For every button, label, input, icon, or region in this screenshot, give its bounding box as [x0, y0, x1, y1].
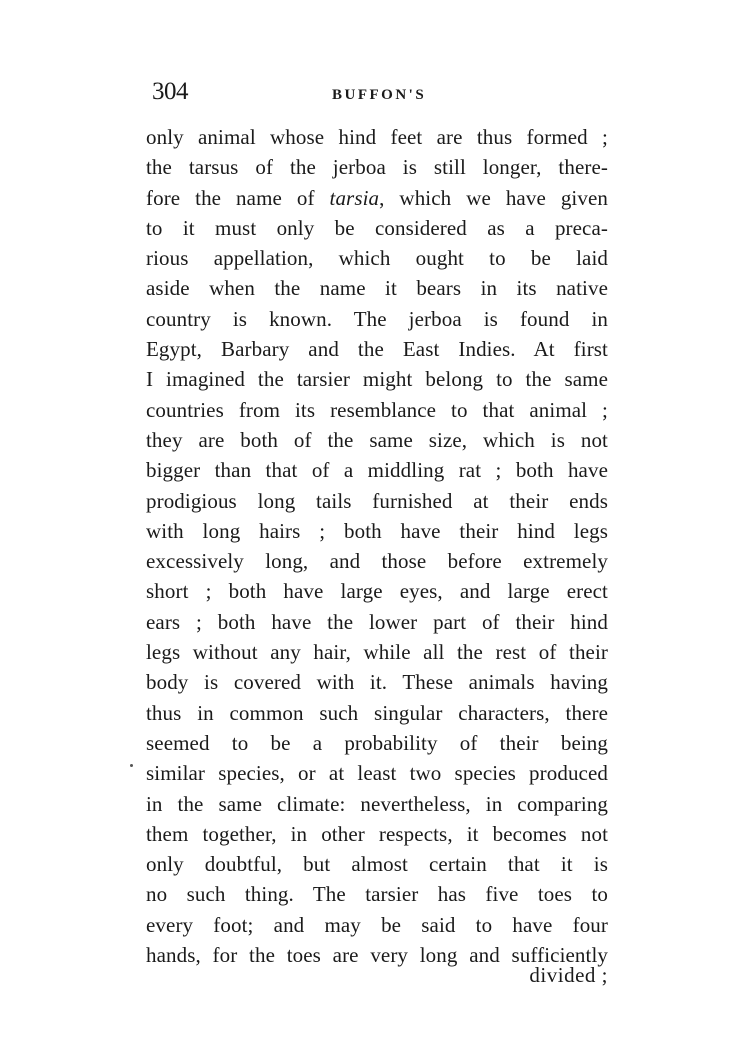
text-line: short ; both have large eyes, and large erect: [146, 579, 608, 604]
text-line: no such thing. The tarsier has five toes to: [146, 882, 608, 907]
catchword-row: [146, 960, 608, 990]
text-line: every foot; and may be said to have four: [146, 912, 608, 937]
text-line: they are both of the same size, which is not: [146, 427, 608, 452]
text-line: bigger than that of a middling rat ; both have: [146, 458, 608, 483]
text-line: only animal whose hind feet are thus formed ;: [146, 125, 608, 149]
running-head: BUFFON'S: [332, 87, 427, 103]
text-line: the tarsus of the jerboa is still longer, there-: [146, 155, 608, 180]
text-line: hands, for the toes are very long and sufficiently: [146, 943, 608, 968]
text-line: to it must only be considered as a preca-: [146, 215, 608, 240]
text-line: seemed to be a probability of their being: [146, 730, 608, 755]
italic-term: tarsia: [329, 185, 380, 210]
text-line: ears ; both have the lower part of their hind: [146, 609, 608, 634]
margin-speck: [130, 764, 133, 767]
text-line: rious appellation, which ought to be laid: [146, 246, 608, 271]
text-line: excessively long, and those before extremely: [146, 549, 608, 574]
text-line: with long hairs ; both have their hind legs: [146, 518, 608, 543]
text-line: prodigious long tails furnished at their ends: [146, 488, 608, 513]
text-line: Egypt, Barbary and the East Indies. At first: [146, 337, 608, 362]
text-line: country is known. The jerboa is found in: [146, 306, 608, 331]
text-line: them together, in other respects, it becomes not: [146, 821, 608, 846]
text-line: countries from its resemblance to that animal ;: [146, 397, 608, 422]
text-line: body is covered with it. These animals having: [146, 670, 608, 695]
text-line: legs without any hair, while all the rest of their: [146, 640, 608, 665]
page-number: 304: [152, 78, 188, 105]
text-line: similar species, or at least two species produced: [146, 761, 608, 786]
catchword: divided ;: [529, 963, 608, 987]
text-line: I imagined the tarsier might belong to the same: [146, 367, 608, 392]
text-line: aside when the name it bears in its native: [146, 276, 608, 301]
text-line: in the same climate: nevertheless, in comparing: [146, 791, 608, 816]
text-line: thus in common such singular characters, there: [146, 700, 608, 725]
text-line: fore the name of tarsia, which we have given: [146, 185, 608, 210]
text-line: only doubtful, but almost certain that it is: [146, 852, 608, 877]
body-text: [146, 122, 608, 970]
page-header: [152, 78, 612, 108]
